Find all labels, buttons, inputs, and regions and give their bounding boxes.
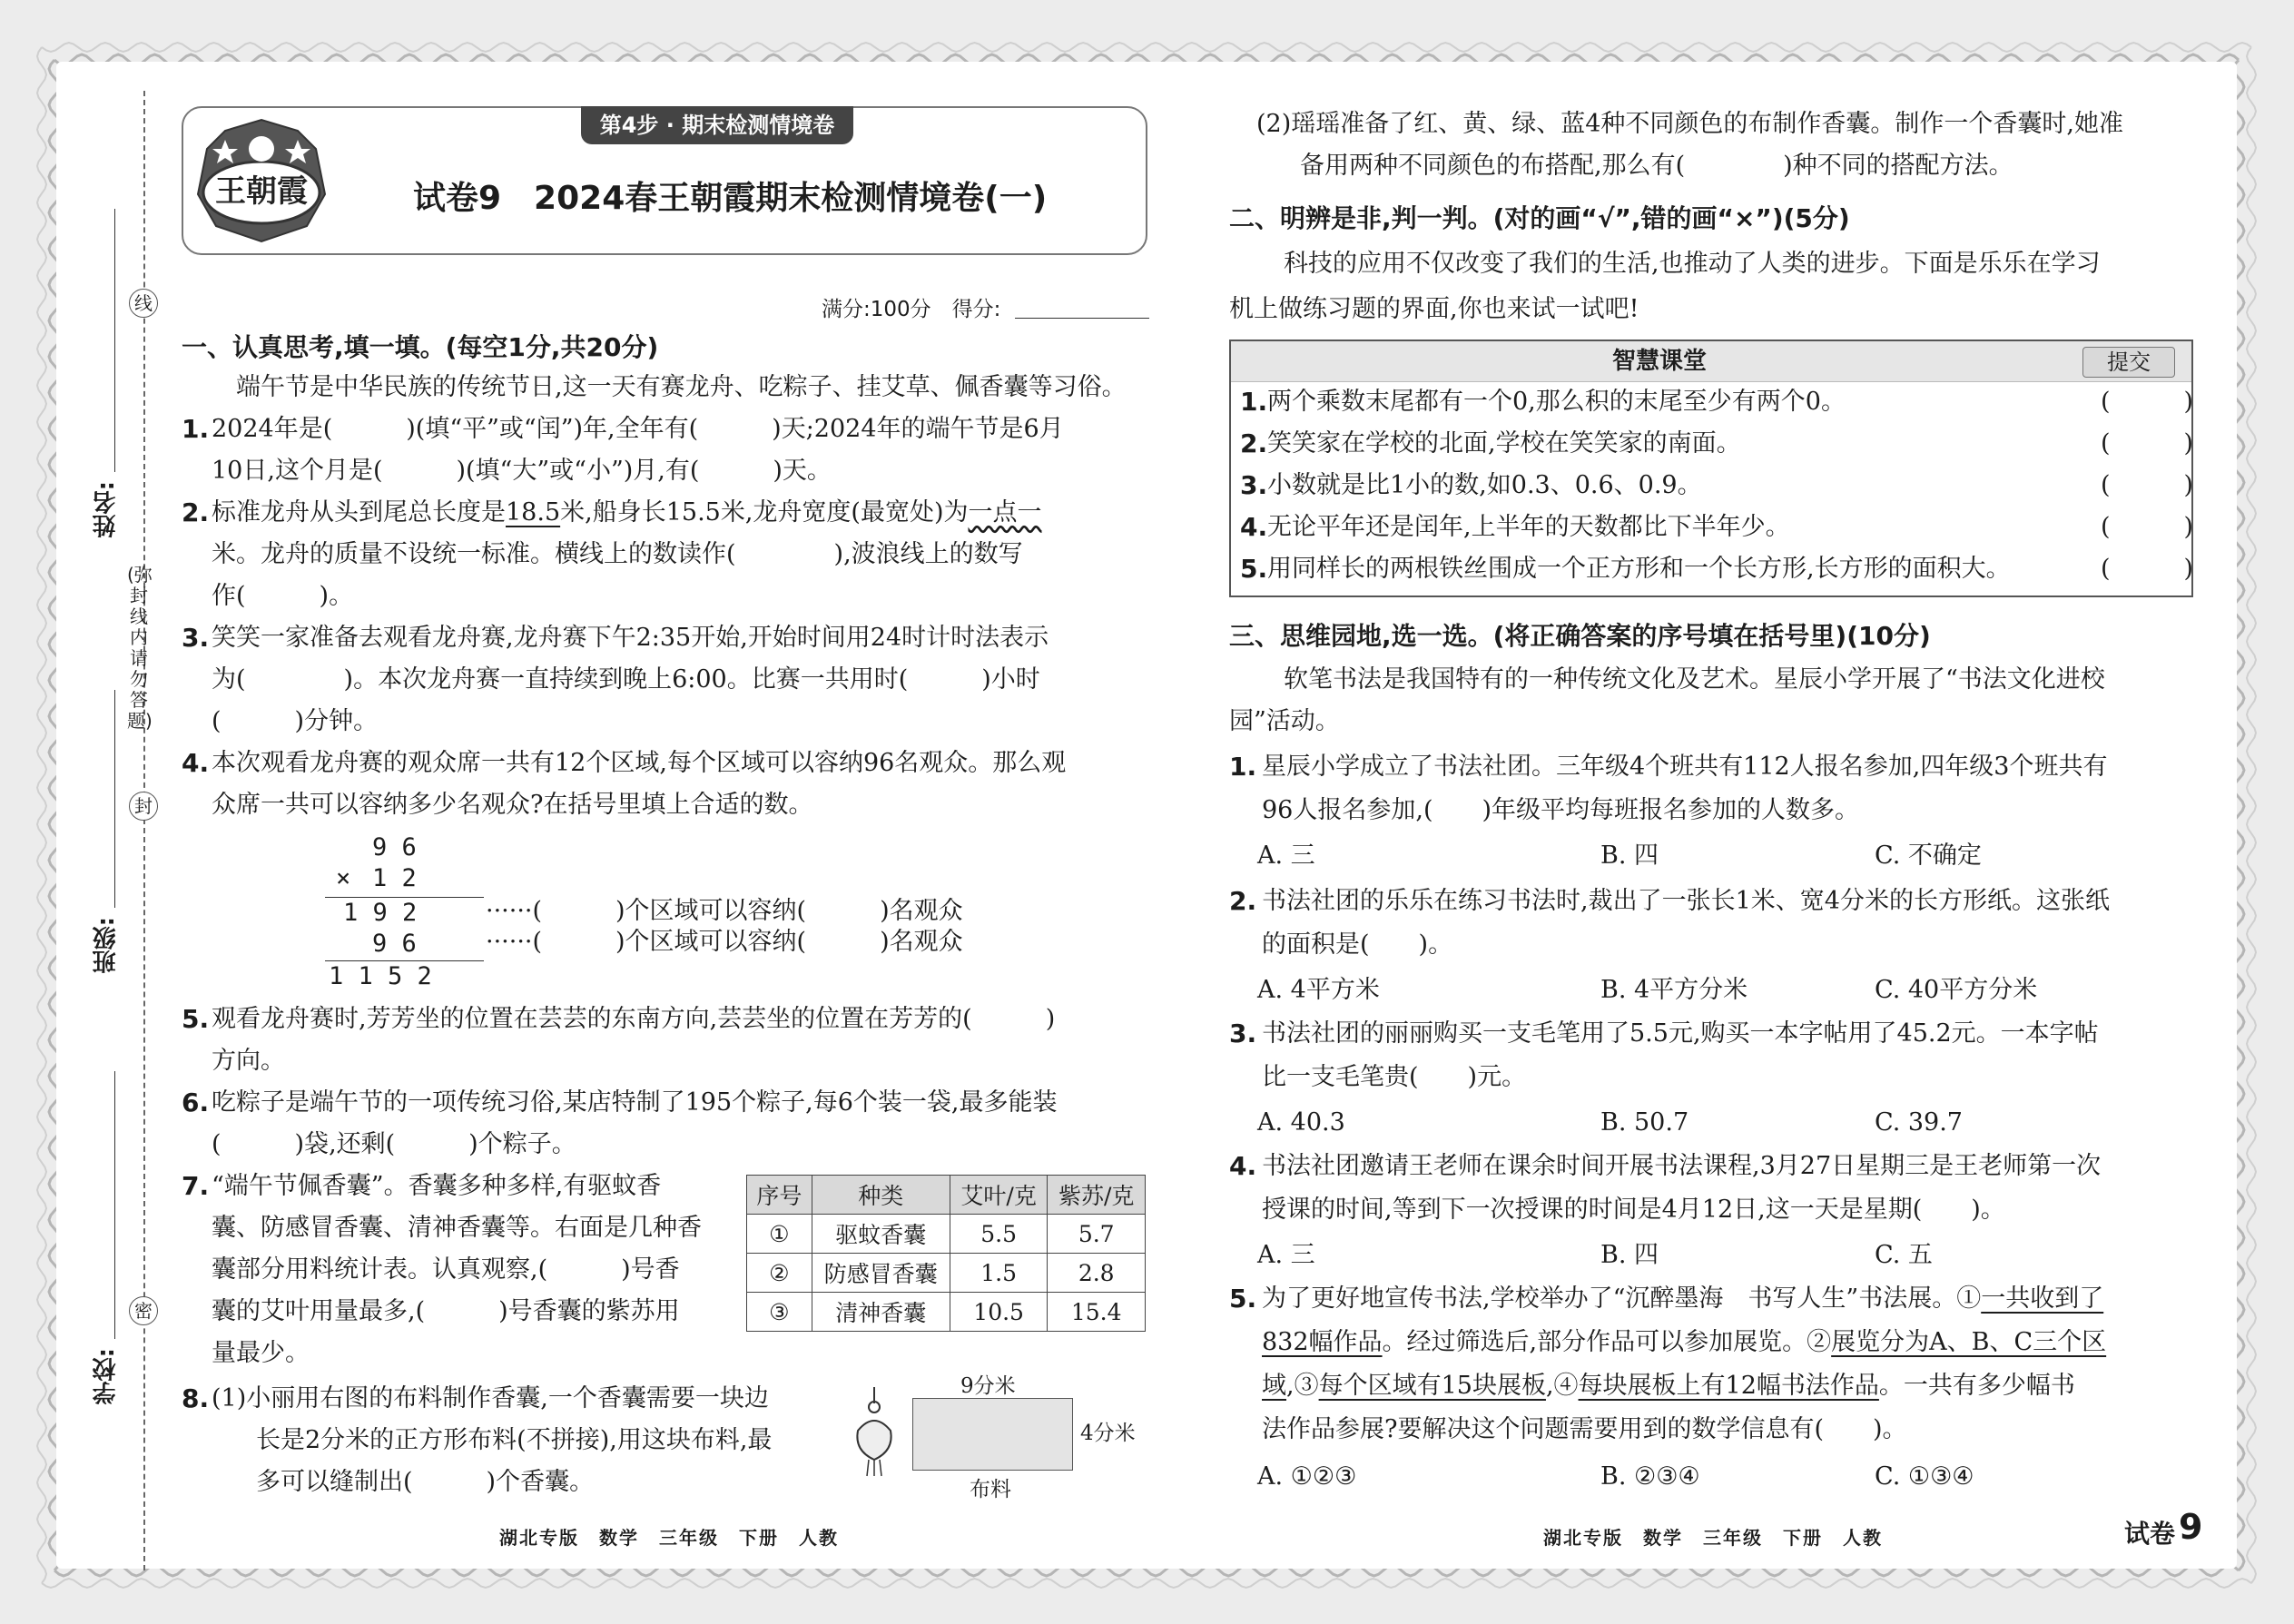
c5-line-3: 域,③每个区域有15块展板,④每块展板上有12幅书法作品。一共有多少幅书 — [1262, 1372, 2075, 1400]
q1-line-2: 10日,这个月是( )(填“大”或“小”)月,有( )天。 — [212, 457, 832, 485]
q2-line-3: 作( )。 — [212, 582, 354, 610]
c5-option-c[interactable]: C. ①③④ — [1875, 1462, 1974, 1491]
mult-row-3: 1 9 2 — [343, 899, 418, 927]
c2-option-b[interactable]: B. 4平方分米 — [1600, 976, 1748, 1004]
judge-3-text: 小数就是比1小的数,如0.3、0.6、0.9。 — [1267, 471, 1702, 499]
judge-2-text: 笑笑家在学校的北面,学校在笑笑家的南面。 — [1267, 429, 1741, 458]
c1-number: 1. — [1229, 752, 1257, 782]
c2-number: 2. — [1229, 886, 1257, 916]
q1-line-1: 2024年是( )(填“平”或“闰”)年,全年有( )天;2024年的端午节是6月 — [212, 415, 1064, 443]
c2-option-c[interactable]: C. 40平方分米 — [1875, 976, 2038, 1004]
q5-line-1: 观看龙舟赛时,芳芳坐的位置在芸芸的东南方向,芸芸坐的位置在芳芳的( ) — [212, 1005, 1056, 1033]
binding-char-mi: 密 — [129, 1296, 158, 1325]
c1-line-1: 星辰小学成立了书法社团。三年级4个班共有112人报名参加,四年级3个班共有 — [1262, 753, 2108, 781]
fabric-right-label: 4分米 — [1080, 1422, 1136, 1445]
judge-5-answer[interactable]: ( ) — [2101, 555, 2194, 583]
q2-number: 2. — [182, 497, 210, 527]
c4-option-c[interactable]: C. 五 — [1875, 1241, 1933, 1269]
judge-2-answer[interactable]: ( ) — [2101, 429, 2194, 458]
table-header-row — [747, 1176, 1146, 1215]
section-1-title: 一、认真思考,填一填。(每空1分,共20分) — [182, 332, 659, 362]
table-row: ③ 清神香囊 10.5 15.4 — [747, 1293, 1146, 1332]
binding-char-xian: 线 — [129, 289, 158, 318]
class-label: 班级: — [93, 917, 120, 974]
judge-4-text: 无论平年还是闰年,上半年的天数都比下半年少。 — [1267, 513, 1790, 541]
q3-line-1: 笑笑一家准备去观看龙舟赛,龙舟赛下午2:35开始,开始时间用24时计时法表示 — [212, 624, 1049, 652]
mult-rule-2 — [325, 960, 484, 961]
section-2-intro-2: 机上做练习题的界面,你也来试一试吧! — [1229, 295, 1639, 323]
step-tab: 第4步 · 期末检测情境卷 — [581, 106, 853, 144]
q7-line-3: 囊部分用料统计表。认真观察,( )号香 — [212, 1255, 680, 1284]
c2-line-2: 的面积是( )。 — [1262, 930, 1453, 959]
footer-left: 湖北专版 数学 三年级 下册 人教 — [499, 1527, 839, 1549]
q6-line-2: ( )袋,还剩( )个粽子。 — [212, 1130, 576, 1158]
c4-option-b[interactable]: B. 四 — [1600, 1241, 1659, 1269]
mult-row-2: 1 2 — [372, 864, 417, 892]
panel-title: 智慧课堂 — [1612, 348, 1708, 375]
judge-3-answer[interactable]: ( ) — [2101, 471, 2194, 499]
mult-row-5: 1 1 5 2 — [329, 962, 432, 990]
table-header: 艾叶/克 — [950, 1176, 1048, 1215]
table-row: ① 驱蚊香囊 5.5 5.7 — [747, 1215, 1146, 1254]
c3-option-a[interactable]: A. 40.3 — [1257, 1108, 1345, 1137]
mult-row-4: 9 6 — [372, 930, 417, 958]
q4-line-2: 众席一共可以容纳多少名观众?在括号里填上合适的数。 — [212, 791, 813, 819]
name-label: 姓名: — [93, 481, 120, 538]
page-number: 9 — [2179, 1507, 2203, 1547]
sachet-table — [746, 1175, 1146, 1332]
judge-1-number: 1. — [1240, 387, 1268, 417]
q7-line-4: 囊的艾叶用量最多,( )号香囊的紫苏用 — [212, 1297, 680, 1325]
q5-line-2: 方向。 — [212, 1047, 285, 1075]
section-1-intro: 端午节是中华民族的传统节日,这一天有赛龙舟、吃粽子、挂艾草、佩香囊等习俗。 — [236, 373, 1127, 401]
c1-option-c[interactable]: C. 不确定 — [1875, 842, 1982, 870]
binding-notice: (弥封线内请勿答题) — [127, 564, 153, 732]
c3-option-b[interactable]: B. 50.7 — [1600, 1108, 1689, 1137]
mult-row-1: 9 6 — [372, 833, 417, 861]
section-2-title: 二、明辨是非,判一判。(对的画“√”,错的画“×”)(5分) — [1229, 203, 1850, 233]
judge-1-answer[interactable]: ( ) — [2101, 388, 2194, 416]
q8-line-2: 长是2分米的正方形布料(不拼接),用这块布料,最 — [256, 1426, 773, 1454]
c4-line-2: 授课的时间,等到下一次授课的时间是4月12日,这一天是星期( )。 — [1262, 1196, 2005, 1224]
q7-line-1: “端午节佩香囊”。香囊多种多样,有驱蚊香 — [212, 1172, 662, 1200]
school-label: 学校: — [93, 1348, 120, 1405]
c3-option-c[interactable]: C. 39.7 — [1875, 1108, 1963, 1137]
q8-2-line-2: 备用两种不同颜色的布搭配,那么有( )种不同的搭配方法。 — [1300, 152, 2013, 180]
name-line[interactable] — [114, 209, 115, 472]
judge-5-number: 5. — [1240, 554, 1268, 584]
c5-option-a[interactable]: A. ①②③ — [1257, 1462, 1357, 1491]
c1-option-b[interactable]: B. 四 — [1600, 842, 1659, 870]
judge-1-text: 两个乘数末尾都有一个0,那么积的末尾至少有两个0。 — [1267, 388, 1846, 416]
submit-button[interactable]: 提交 — [2082, 347, 2175, 378]
fabric-rectangle — [912, 1398, 1073, 1471]
q6-number: 6. — [182, 1088, 210, 1117]
c1-line-2: 96人报名参加,( )年级平均每班报名参加的人数多。 — [1262, 796, 1860, 824]
q7-number: 7. — [182, 1171, 210, 1201]
q3-number: 3. — [182, 623, 210, 653]
exam-title: 试卷9 2024春王朝霞期末检测情境卷(一) — [413, 180, 1048, 217]
section-3-intro-2: 园”活动。 — [1229, 707, 1340, 735]
q3-line-2: 为( )。本次龙舟赛一直持续到晚上6:00。比赛一共用时( )小时 — [212, 665, 1040, 694]
q2-line-1: 标准龙舟从头到尾总长度是18.5米,船身长15.5米,龙舟宽度(最宽处)为一点一 — [212, 498, 1042, 527]
q8-line-1: (1)小丽用右图的布料制作香囊,一个香囊需要一块边 — [212, 1384, 769, 1412]
q2-wavy-text: 一点一 — [968, 498, 1042, 527]
judge-2-number: 2. — [1240, 428, 1268, 458]
q4-number: 4. — [182, 748, 210, 778]
q4-line-1: 本次观看龙舟赛的观众席一共有12个区域,每个区域可以容纳96名观众。那么观 — [212, 749, 1067, 777]
c3-number: 3. — [1229, 1019, 1257, 1048]
score-blank[interactable] — [1015, 318, 1149, 319]
q6-line-1: 吃粽子是端午节的一项传统习俗,某店特制了195个粽子,每6个装一袋,最多能装 — [212, 1088, 1058, 1117]
c2-option-a[interactable]: A. 4平方米 — [1257, 976, 1380, 1004]
smart-class-panel — [1229, 340, 2193, 597]
c1-option-a[interactable]: A. 三 — [1257, 842, 1315, 870]
q3-line-3: ( )分钟。 — [212, 707, 379, 735]
page-label: 试卷 — [2124, 1519, 2176, 1549]
class-line[interactable] — [114, 690, 115, 908]
q8-line-3: 多可以缝制出( )个香囊。 — [256, 1468, 595, 1496]
c3-line-1: 书法社团的丽丽购买一支毛笔用了5.5元,购买一本字帖用了45.2元。一本字帖 — [1262, 1019, 2099, 1048]
c5-option-b[interactable]: B. ②③④ — [1600, 1462, 1700, 1491]
judge-5-text: 用同样长的两根铁丝围成一个正方形和一个长方形,长方形的面积大。 — [1267, 555, 2011, 583]
q8-2-line-1: (2)瑶瑶准备了红、黄、绿、蓝4种不同颜色的布制作香囊。制作一个香囊时,她准 — [1256, 110, 2124, 138]
school-line[interactable] — [114, 1071, 115, 1339]
table-header: 种类 — [812, 1176, 950, 1215]
c5-line-4: 法作品参展?要解决这个问题需要用到的数学信息有( )。 — [1262, 1415, 1907, 1443]
c2-line-1: 书法社团的乐乐在练习书法时,裁出了一张长1米、宽4分米的长方形纸。这张纸 — [1262, 887, 2110, 915]
judge-4-answer[interactable]: ( ) — [2101, 513, 2194, 541]
c4-number: 4. — [1229, 1151, 1257, 1181]
c5-line-2: 832幅作品。经过筛选后,部分作品可以参加展览。②展览分为A、B、C三个区 — [1262, 1328, 2107, 1356]
q7-line-2: 囊、防感冒香囊、清神香囊等。右面是几种香 — [212, 1214, 702, 1242]
q2-underlined-number: 18.5 — [506, 498, 561, 527]
section-2-intro-1: 科技的应用不仅改变了我们的生活,也推动了人类的进步。下面是乐乐在学习 — [1284, 250, 2101, 278]
c5-line-1: 为了更好地宣传书法,学校举办了“沉醉墨海 书写人生”书法展。①一共收到了 — [1262, 1284, 2104, 1313]
mult-rule-1 — [325, 897, 484, 898]
judge-4-number: 4. — [1240, 512, 1268, 542]
mult-sign: × — [336, 864, 351, 892]
logo-text: 王朝霞 — [215, 173, 308, 210]
table-row: ② 防感冒香囊 1.5 2.8 — [747, 1254, 1146, 1293]
brand-logo — [189, 113, 334, 247]
binding-char-feng: 封 — [129, 792, 158, 821]
q5-number: 5. — [182, 1004, 210, 1034]
c4-line-1: 书法社团邀请王老师在课余时间开展书法课程,3月27日星期三是王老师第一次 — [1262, 1152, 2102, 1180]
q2-line-2: 米。龙舟的质量不设统一标准。横线上的数读作( ),波浪线上的数写 — [212, 540, 1023, 568]
mult-note-2: ······( )个区域可以容纳( )名观众 — [486, 928, 963, 956]
mult-note-1: ······( )个区域可以容纳( )名观众 — [486, 897, 963, 925]
footer-right: 湖北专版 数学 三年级 下册 人教 — [1543, 1527, 1883, 1549]
section-3-title: 三、思维园地,选一选。(将正确答案的序号填在括号里)(10分) — [1229, 621, 1931, 651]
c4-option-a[interactable]: A. 三 — [1257, 1241, 1315, 1269]
c5-number: 5. — [1229, 1284, 1257, 1314]
score-line: 满分:100分 得分: — [822, 298, 1001, 321]
sachet-icon — [849, 1387, 900, 1478]
c3-line-2: 比一支毛笔贵( )元。 — [1262, 1063, 1527, 1091]
section-3-intro-1: 软笔书法是我国特有的一种传统文化及艺术。星辰小学开展了“书法文化进校 — [1284, 665, 2105, 694]
fabric-bottom-label: 布料 — [970, 1478, 1011, 1501]
q8-number: 8. — [182, 1383, 210, 1413]
panel-header — [1231, 341, 2191, 382]
judge-3-number: 3. — [1240, 470, 1268, 500]
q1-number: 1. — [182, 414, 210, 444]
fabric-top-label: 9分米 — [960, 1374, 1016, 1398]
q7-line-5: 量最少。 — [212, 1339, 310, 1367]
table-header: 序号 — [747, 1176, 812, 1215]
table-header: 紫苏/克 — [1048, 1176, 1146, 1215]
